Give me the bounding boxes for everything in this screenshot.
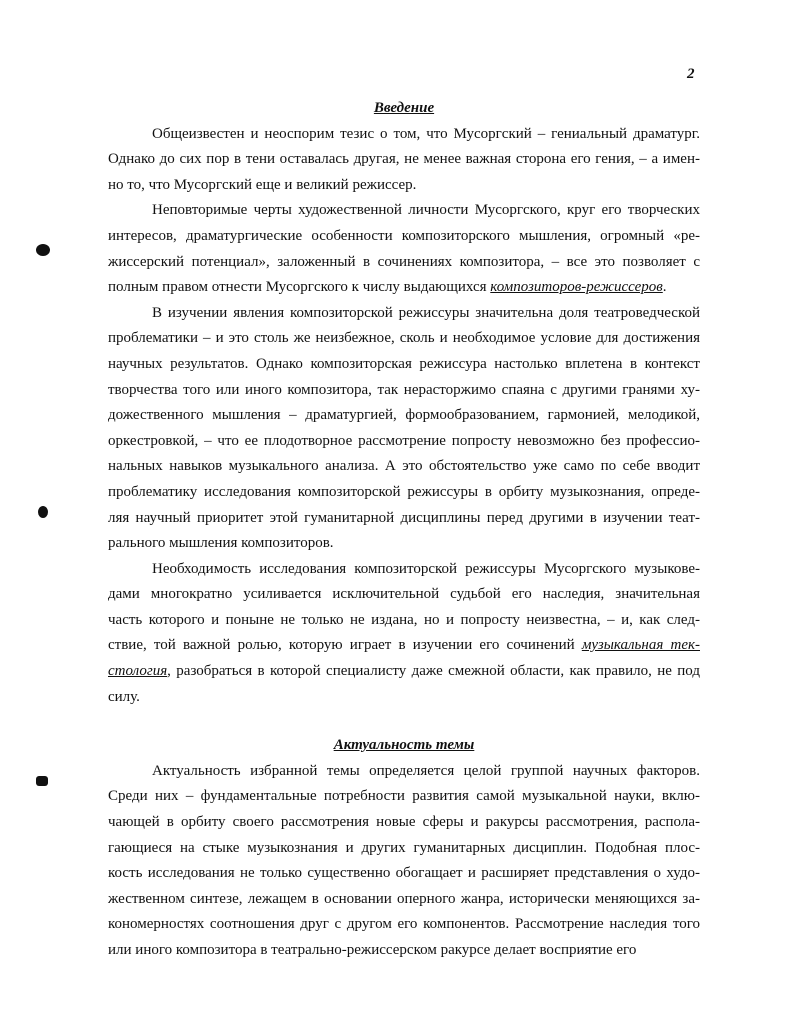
paragraph — [108, 557, 700, 711]
text-segment: рального мышления композиторов. — [108, 535, 334, 552]
text-segment: Среди них – фундаментальные потребности развития самой музыкальной науки, вклю- — [108, 788, 700, 805]
emphasized-term: музыкальная тек- — [581, 637, 700, 654]
text-line — [108, 147, 700, 173]
text-segment: творчества того или иного композитора, так нерасторжимо спаяна с другими гранями ху- — [108, 381, 700, 398]
document-body — [108, 96, 700, 964]
text-line — [108, 122, 700, 148]
text-segment: , разобраться в которой специалисту даже смежной области, как правило, не под — [167, 663, 700, 680]
text-segment: научных результатов. Однако композиторская режиссура настолько вплетена в контекст — [108, 355, 700, 372]
text-line — [108, 784, 700, 810]
text-line — [108, 480, 700, 506]
text-line — [108, 659, 700, 685]
text-segment: проблематику исследования композиторской режиссуры в орбиту музыкознания, опреде- — [108, 483, 700, 500]
text-line — [108, 685, 700, 711]
text-segment: проблематики – и это столь же неизбежное, сколь и необходимое условие для достижения — [108, 330, 700, 347]
text-line — [108, 810, 700, 836]
text-segment: полным правом отнести Мусоргского к числу выдающихся — [108, 279, 491, 296]
text-line — [108, 887, 700, 913]
page-number: 2 — [687, 66, 695, 82]
text-line — [108, 531, 700, 557]
text-segment: Однако до сих пор в тени оставалась другая, не менее важная сторона его гения, – а имен- — [108, 151, 700, 168]
text-segment: Общеизвестен и неоспорим тезис о том, что Мусоргский – гениальный драматург. — [152, 125, 700, 142]
text-line — [108, 326, 700, 352]
text-segment: Неповторимые черты художественной личности Мусоргского, круг его творческих — [152, 202, 700, 219]
text-line — [108, 582, 700, 608]
text-line — [108, 938, 700, 964]
emphasized-term: композиторов-режиссеров — [490, 279, 663, 296]
text-segment: дами многократно усиливается исключительной судьбой его наследия, значительная — [108, 586, 700, 603]
scan-mark-2 — [38, 506, 48, 518]
text-segment: В изучении явления композиторской режиссуры значительна доля театроведческой — [152, 304, 700, 321]
text-segment: кономерностях соотношения друг с другом его компонентов. Рассмотрение наследия того — [108, 916, 700, 933]
text-line — [108, 198, 700, 224]
text-segment: или иного композитора в театрально-режиссерском ракурсе делает восприятие его — [108, 942, 637, 958]
text-line — [108, 836, 700, 862]
text-line — [108, 224, 700, 250]
text-line — [108, 173, 700, 199]
text-line — [108, 912, 700, 938]
paragraph — [108, 759, 700, 964]
text-segment: часть которого и поныне не только не издана, но и попросту неизвестна, – и, как след- — [108, 611, 700, 628]
text-segment: но то, что Мусоргский еще и великий режиссер. — [108, 176, 417, 193]
text-segment: чающей в орбиту своего рассмотрения новые сферы и ракурсы рассмотрения, распола- — [108, 814, 700, 831]
paragraph — [108, 122, 700, 199]
section-heading: Актуальность темы — [333, 737, 475, 754]
text-segment: гающиеся на стыке музыкознания и других гуманитарных дисциплин. Подобная плос- — [108, 839, 700, 856]
text-segment: нальных навыков музыкального анализа. А это обстоятельство уже само по себе вводит — [108, 458, 700, 475]
text-segment: жиссерский потенциал», заложенный в сочинениях композитора, – все это позволяет с — [108, 253, 700, 270]
text-line — [108, 633, 700, 659]
section-heading: Введение — [373, 100, 435, 116]
text-segment: Актуальность избранной темы определяется целой группой научных факторов. — [152, 762, 700, 779]
text-segment: . — [662, 279, 667, 296]
text-line — [108, 352, 700, 378]
paragraph — [108, 301, 700, 557]
scan-mark-1 — [36, 244, 50, 256]
text-line — [108, 378, 700, 404]
emphasized-term: стология — [108, 663, 168, 680]
text-line — [108, 454, 700, 480]
text-line — [108, 275, 700, 301]
paragraph — [108, 198, 700, 300]
text-segment: ствие, той важной ролью, которую играет в изучении его сочинений — [108, 637, 582, 654]
text-segment: дожественного мышления – драматургией, формообразованием, гармонией, мелодикой, — [108, 407, 700, 424]
text-segment: ляя научный приоритет этой гуманитарной дисциплины перед другими в изучении теат- — [108, 509, 700, 526]
text-line — [108, 506, 700, 532]
text-line — [108, 429, 700, 455]
text-line — [108, 403, 700, 429]
text-line — [108, 557, 700, 583]
text-line — [108, 250, 700, 276]
text-line — [108, 861, 700, 887]
text-line — [108, 301, 700, 327]
scan-mark-3 — [36, 776, 48, 786]
text-segment: жественном синтезе, лежащем в основании оперного жанра, исторически меняющихся за- — [108, 890, 700, 907]
text-segment: силу. — [108, 688, 140, 705]
text-segment: Необходимость исследования композиторской режиссуры Мусоргского музыкове- — [152, 560, 700, 577]
text-segment: оркестровкой, – что ее плодотворное рассмотрение попросту невозможно без профессио- — [108, 432, 700, 449]
text-line — [108, 759, 700, 785]
text-segment: интересов, драматургические особенности композиторского мышления, огромный «ре- — [108, 227, 700, 244]
text-line — [108, 608, 700, 634]
text-segment: кость исследования не только существенно обогащает и расширяет представления о худо- — [108, 865, 700, 882]
